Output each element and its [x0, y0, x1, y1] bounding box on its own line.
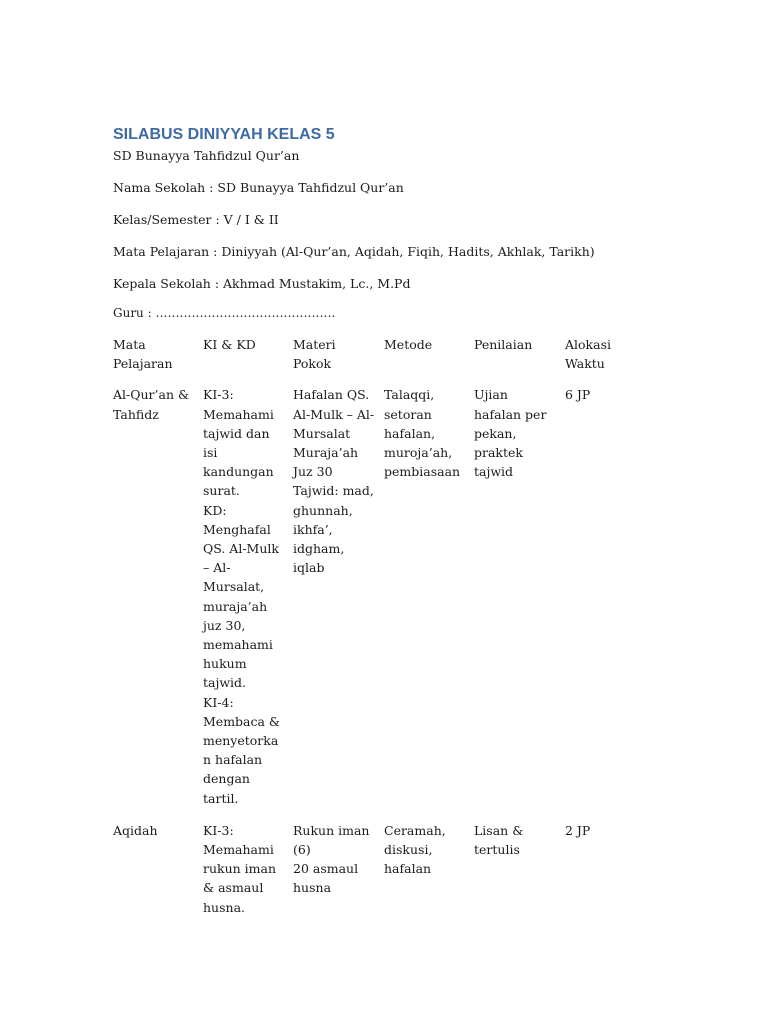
document-title: SILABUS DINIYYAH KELAS 5	[113, 126, 335, 143]
cell-metode: Talaqqi, setoran hafalan, muroja’ah, pembiasaan	[384, 387, 461, 480]
mata-pelajaran-line: Mata Pelajaran : Diniyyah (Al-Qur’an, Aqidah, Fiqih, Hadits, Akhlak, Tarikh)	[113, 244, 595, 259]
header-cell-mata-pelajaran: Mata Pelajaran	[113, 337, 173, 372]
nama-sekolah-line: Nama Sekolah : SD Bunayya Tahfidzul Qur’an	[113, 180, 404, 195]
guru-line: Guru : ………………………………………	[113, 306, 336, 320]
header-cell-alokasi-waktu: Alokasi Waktu	[565, 337, 611, 372]
cell-ki-kd: KI-3: Memahami rukun iman & asmaul husna.	[203, 822, 277, 915]
header-cell-penilaian: Penilaian	[474, 337, 533, 352]
cell-mata-pelajaran: Al-Qur’an & Tahfidz	[113, 387, 190, 422]
table-header-row	[113, 335, 635, 385]
kepala-sekolah-line: Kepala Sekolah : Akhmad Mustakim, Lc., M.Pd	[113, 276, 411, 291]
cell-penilaian: Ujian hafalan per pekan, praktek tajwid	[474, 387, 547, 480]
cell-penilaian: Lisan & tertulis	[474, 822, 524, 858]
syllabus-table	[113, 335, 635, 917]
cell-mata-pelajaran: Aqidah	[113, 822, 158, 838]
header-cell-materi-pokok: Materi Pokok	[293, 337, 336, 372]
cell-metode: Ceramah, diskusi, hafalan	[384, 822, 446, 877]
cell-materi-pokok: Hafalan QS. Al-Mulk – Al- Mursalat Muraja’ah Juz 30 Tajwid: mad, ghunnah, ikhfa’, idgham, iqlab	[293, 387, 375, 576]
table-row	[113, 385, 635, 820]
cell-alokasi-waktu: 2 JP	[565, 822, 591, 838]
document-page	[113, 124, 673, 917]
school-subtitle: SD Bunayya Tahfidzul Qur’an	[113, 148, 300, 163]
header-cell-metode: Metode	[384, 337, 433, 352]
kelas-semester-line: Kelas/Semester : V / I & II	[113, 212, 279, 227]
table-row	[113, 821, 635, 917]
header-cell-ki-kd: KI & KD	[203, 337, 256, 352]
cell-materi-pokok: Rukun iman (6) 20 asmaul husna	[293, 822, 370, 896]
cell-alokasi-waktu: 6 JP	[565, 387, 591, 403]
cell-ki-kd: KI-3: Memahami tajwid dan isi kandungan surat. KD: Menghafal QS. Al-Mulk – Al- Mursalat, muraja’ah juz 30, memahami hukum tajwid. KI-4: Membaca & menyetorka n hafalan dengan tartil.	[203, 387, 281, 806]
